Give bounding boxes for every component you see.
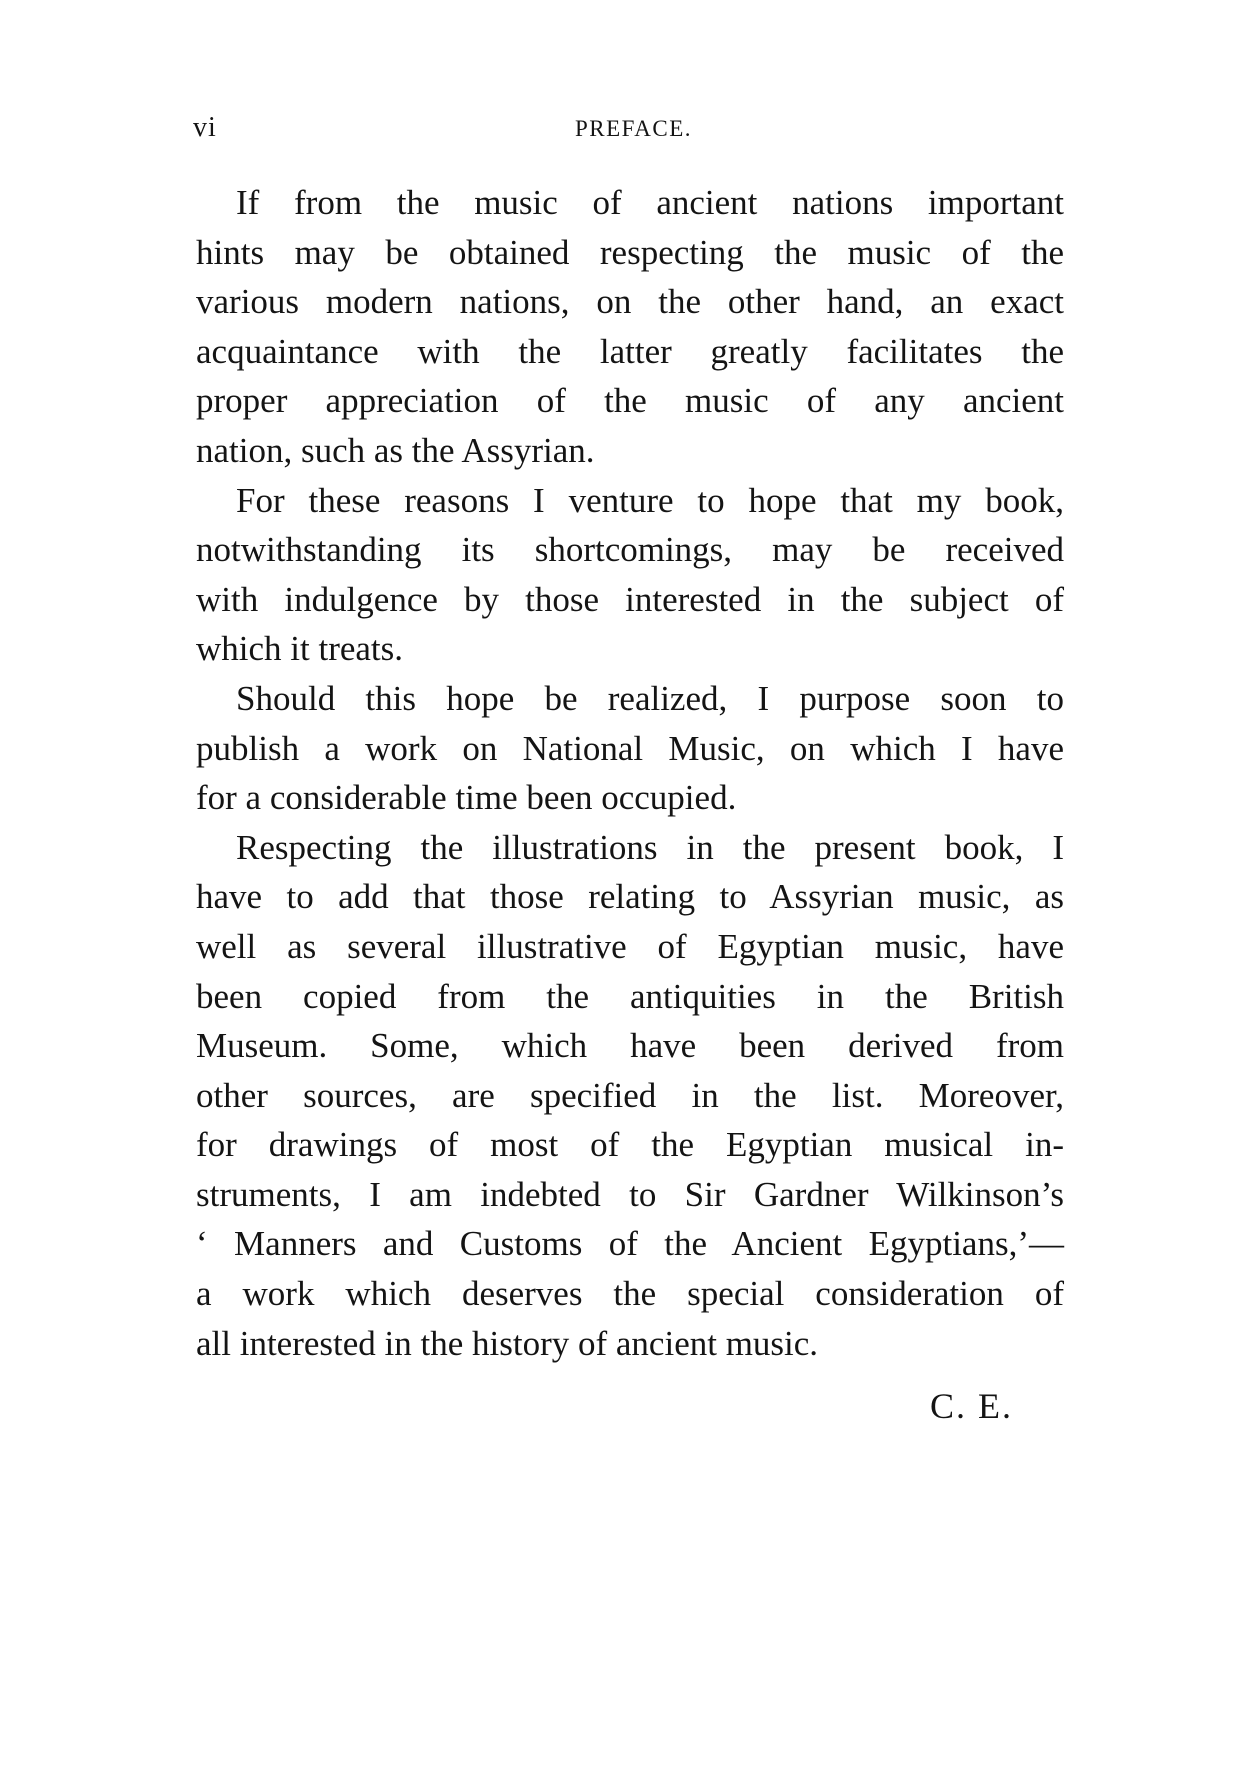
- text-line: have to add that those relating to Assyrian music, as: [196, 877, 1064, 917]
- text-line: other sources, are specified in the list. Moreover,: [196, 1075, 1064, 1115]
- running-title: PREFACE.: [574, 116, 693, 141]
- text-line: been copied from the antiquities in the British: [196, 976, 1064, 1016]
- text-line: with indulgence by those interested in the subject of: [196, 579, 1064, 619]
- running-head: [193, 112, 1064, 152]
- text-line: for a considerable time been occupied.: [196, 778, 737, 818]
- paragraph: [196, 178, 1064, 476]
- text-line: which it treats.: [196, 629, 404, 669]
- text-line: publish a work on National Music, on which I have: [196, 728, 1064, 768]
- text-line: proper appreciation of the music of any ancient: [196, 381, 1064, 421]
- text-line: nation, such as the Assyrian.: [196, 430, 595, 470]
- text-line: Respecting the illustrations in the present book, I: [236, 827, 1064, 867]
- text-line: well as several illustrative of Egyptian music, have: [196, 926, 1064, 966]
- paragraph: [196, 476, 1064, 674]
- author-initials: C. E.: [930, 1386, 1014, 1426]
- text-line: struments, I am indebted to Sir Gardner Wilkinson’s: [196, 1174, 1064, 1214]
- text-line: for drawings of most of the Egyptian musical in-: [196, 1125, 1064, 1165]
- preface-body: [196, 178, 1064, 1368]
- text-line: notwithstanding its shortcomings, may be received: [196, 530, 1064, 570]
- page-number: vi: [193, 112, 217, 143]
- text-line: Museum. Some, which have been derived from: [196, 1026, 1064, 1066]
- text-line: all interested in the history of ancient music.: [196, 1323, 819, 1363]
- text-line: a work which deserves the special consideration of: [196, 1274, 1064, 1314]
- text-line: ‘ Manners and Customs of the Ancient Egyptians,’—: [196, 1224, 1064, 1264]
- paragraph: [196, 823, 1064, 1369]
- text-line: hints may be obtained respecting the music of the: [196, 232, 1064, 272]
- text-line: For these reasons I venture to hope that my book,: [236, 480, 1064, 520]
- text-line: various modern nations, on the other hand, an exact: [196, 282, 1064, 322]
- text-line: acquaintance with the latter greatly facilitates the: [196, 331, 1064, 371]
- text-line: If from the music of ancient nations important: [236, 183, 1064, 222]
- text-line: Should this hope be realized, I purpose soon to: [236, 678, 1064, 718]
- paragraph: [196, 674, 1064, 823]
